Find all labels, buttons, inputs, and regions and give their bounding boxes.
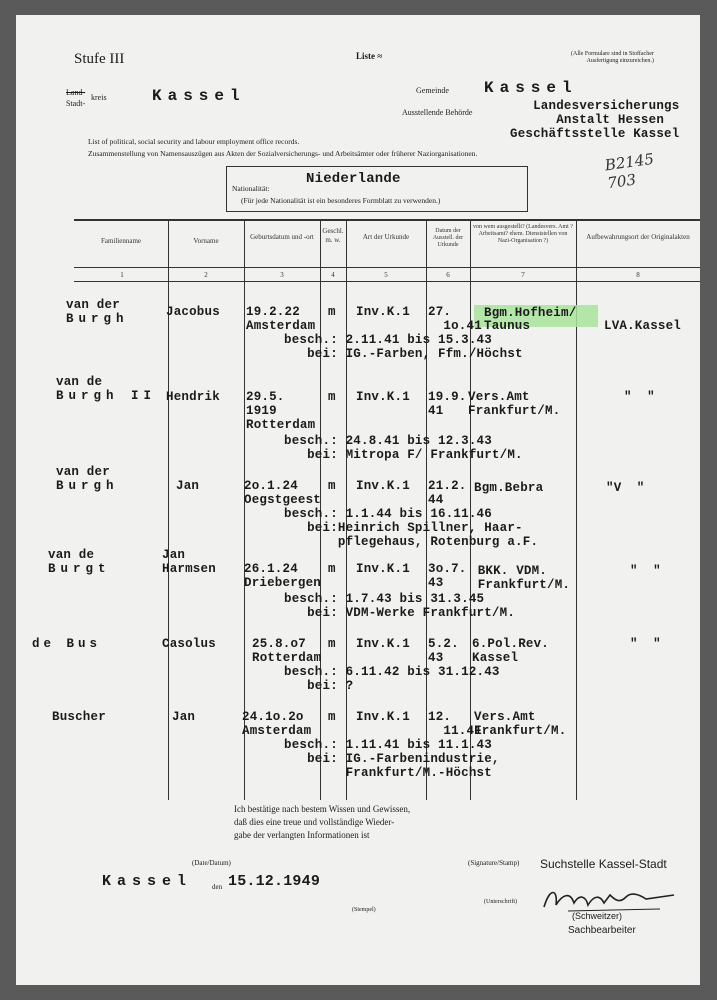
gemeinde-label: Gemeinde [416, 86, 449, 95]
behoerde-label: Ausstellende Behörde [402, 108, 473, 117]
row6-ausgestellt: Vers.Amt Frankfurt/M. [474, 710, 567, 738]
col-header-geburtsdatum: Geburtsdatum und -ort [250, 233, 314, 241]
row3-vorname: Jan [176, 479, 200, 493]
row4-urkunde: Inv.K.1 [356, 562, 410, 576]
row3-urkunde: Inv.K.1 [356, 479, 410, 493]
handwritten-reference: B2145 703 [603, 149, 655, 193]
row1-datum: 27. 1o.41 [428, 305, 482, 333]
row3-besch: besch.: 1.1.44 bis 16.11.46 bei:Heinrich Spillner, Haar- pflegehaus, Rotenburg a.F. [284, 507, 539, 549]
nationality-value: Niederlande [306, 171, 401, 187]
col-number: 2 [204, 271, 208, 279]
row5-familienname: de Bus [32, 637, 102, 651]
row5-geburt: 25.8.o7 Rotterdam [252, 637, 322, 665]
row4-datum: 3o.7. 43 [428, 562, 467, 590]
row1-ausgestellt: Bgm.Hofheim/ Taunus [484, 306, 577, 333]
sachbearbeiter-label: Sachbearbeiter [568, 925, 636, 936]
col-header-familienname: Familienname [100, 237, 142, 245]
kreis-value: Kassel [152, 87, 246, 105]
certification-text: Ich bestätige nach bestem Wissen und Gewissen, daß dies eine treue und vollständige Wieder- gabe der verlangten Informationen ist [234, 804, 411, 840]
col-number: 6 [446, 271, 450, 279]
row4-vorname: Jan Harmsen [162, 548, 216, 576]
date-value: 15.12.1949 [228, 873, 321, 890]
schweitzer-name: (Schweitzer) [572, 911, 623, 921]
formular-note: (Alle Formulare sind in Stoffacher Ausfertigung einzureichen.) [571, 51, 654, 64]
row1-urkunde: Inv.K.1 [356, 305, 410, 319]
row6-besch: besch.: 1.11.41 bis 11.1.43 bei: IG.-Farbenindustrie, Frankfurt/M.-Höchst [284, 738, 500, 780]
row6-familienname: Buscher [52, 710, 106, 724]
kreis-label: kreis [91, 93, 107, 102]
row3-geschlecht: m [328, 479, 336, 493]
date-label: (Date/Datum) [192, 859, 231, 867]
row2-datum: 19.9. 41 [428, 390, 467, 418]
col-header-datum-ausstellung: Datum der Ausstell. der Urkunde [432, 228, 464, 248]
row2-geschlecht: m [328, 390, 336, 404]
row5-geschlecht: m [328, 637, 336, 651]
row4-geschlecht: m [328, 562, 336, 576]
nationality-note: (Für jede Nationalität ist ein besonderes Formblatt zu verwenden.) [241, 196, 441, 205]
gemeinde-value: Kassel [484, 79, 578, 97]
row5-datum: 5.2. 43 [428, 637, 459, 665]
nationality-label: Nationalität: [232, 184, 270, 193]
signature-label: (Signature/Stamp) [468, 859, 520, 867]
row4-familienname: van de Burgt [48, 548, 111, 576]
row1-besch: besch.: 2.11.41 bis 15.3.43 bei: IG.-Farben, Ffm./Höchst [284, 333, 523, 361]
row6-datum: 12. 11.41 [428, 710, 482, 738]
row6-vorname: Jan [172, 710, 196, 724]
col-header-aufbewahrungsort: Aufbewahrungsort der Originalakten [586, 233, 690, 241]
row3-geburt: 2o.1.24 Oegstgeest [244, 479, 322, 507]
row1-familienname: van der Burgh [66, 298, 129, 326]
row6-urkunde: Inv.K.1 [356, 710, 410, 724]
row3-datum: 21.2. 44 [428, 479, 467, 507]
col-number: 7 [521, 271, 525, 279]
stempel-label: (Stempel) [352, 907, 376, 913]
row4-geburt: 26.1.24 Driebergen [244, 562, 322, 590]
row2-familienname: van de Burgh II [56, 375, 157, 403]
row5-besch: besch.: 6.11.42 bis 31.12.43 bei: ? [284, 665, 500, 693]
col-header-vorname: Vorname [193, 237, 219, 245]
row5-aufbewahrung: " " [630, 637, 661, 651]
list-description-en: List of political, social security and labour employment office records. [88, 137, 300, 146]
row6-geschlecht: m [328, 710, 336, 724]
row2-ausgestellt: Vers.Amt Frankfurt/M. [468, 390, 561, 418]
document-page [16, 15, 700, 985]
row2-besch: besch.: 24.8.41 bis 12.3.43 bei: Mitropa F/ Frankfurt/M. [284, 434, 523, 462]
col-header-art-der-urkunde: Art der Urkunde [362, 233, 410, 241]
row3-aufbewahrung: "V " [606, 481, 645, 495]
row5-ausgestellt: 6.Pol.Rev. Kassel [472, 637, 550, 665]
row4-aufbewahrung: " " [630, 564, 661, 578]
row3-ausgestellt: Bgm.Bebra [474, 481, 544, 495]
row6-geburt: 24.1o.2o Amsterdam [242, 710, 312, 738]
stadt-label: Stadt- [66, 99, 86, 108]
col-number: 5 [384, 271, 388, 279]
row4-besch: besch.: 1.7.43 bis 31.3.45 bei: VDM-Werke Frankfurt/M. [284, 592, 516, 620]
land-label: Land- [66, 88, 86, 97]
row2-aufbewahrung: " " [624, 390, 655, 404]
row1-geburt: 19.2.22 Amsterdam [246, 305, 316, 333]
list-description-de: Zusammenstellung von Namensauszügen aus Akten der Sozialversicherungs- und Arbeitsämter oder früherer Naziorganisationen. [88, 149, 478, 158]
col-header-geschlecht: Geschl. m. w. [322, 227, 344, 244]
row4-ausgestellt: BKK. VDM. Frankfurt/M. [470, 564, 571, 592]
row2-vorname: Hendrik [166, 390, 220, 404]
row2-geburt: 29.5. 1919 Rotterdam [246, 390, 316, 432]
liste-label: Liste ≈ [356, 51, 383, 61]
row3-familienname: van der Burgh [56, 465, 119, 493]
col-number: 4 [331, 271, 335, 279]
row2-urkunde: Inv.K.1 [356, 390, 410, 404]
row1-aufbewahrung: LVA.Kassel [604, 319, 682, 333]
row1-geschlecht: m [328, 305, 336, 319]
suchstelle-stamp: Suchstelle Kassel-Stadt [540, 857, 667, 871]
row5-vorname: Casolus [162, 637, 216, 651]
col-header-ausgestellt-von: von wem ausgestellt? (Landesvers. Amt ? Arbeitsamt? ehem. Dienststellen von Nazi-Organisation ?) [473, 224, 573, 244]
stufe-label: Stufe III [74, 51, 125, 67]
den-label: den [212, 883, 223, 891]
row1-vorname: Jacobus [166, 305, 220, 319]
place-value: Kassel [102, 873, 193, 890]
unterschrift-label: (Unterschrift) [484, 899, 517, 905]
row5-urkunde: Inv.K.1 [356, 637, 410, 651]
col-number: 8 [636, 271, 640, 279]
col-number: 1 [120, 271, 124, 279]
behoerde-value: Landesversicherungs Anstalt Hessen Geschäftsstelle Kassel [510, 99, 680, 141]
col-number: 3 [280, 271, 284, 279]
